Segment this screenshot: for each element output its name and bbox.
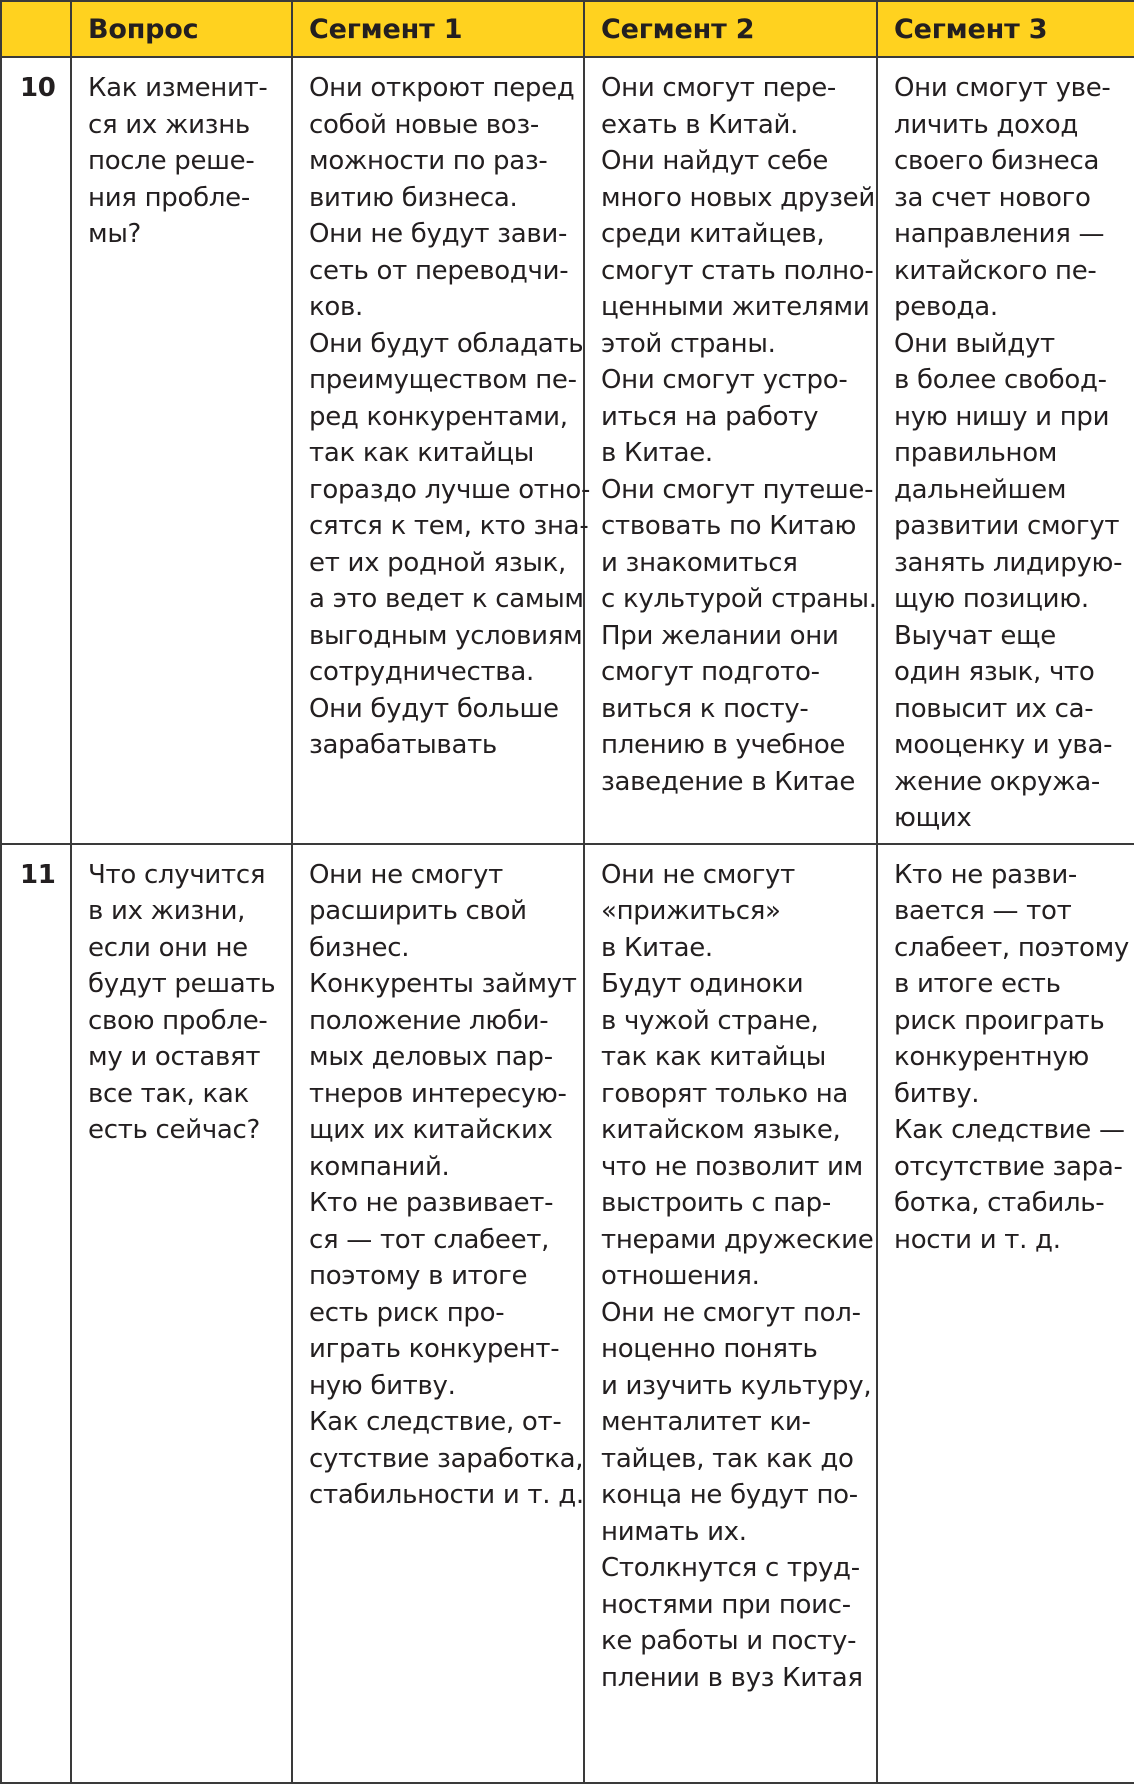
cell-text-line: Как следствие, от- [309,1407,562,1437]
cell-text-line: жение окружа- [894,766,1100,797]
question-cell [71,844,292,1783]
cell-text-line: есть сейчас? [88,1115,261,1145]
header-question: Вопрос [71,1,292,57]
cell-text-line: Они выйдут [894,328,1055,359]
cell-text-line: мы? [88,219,142,249]
cell-text-line: ствовать по Китаю [601,511,857,541]
cell-text-line: гораздо лучше отно- [309,474,591,505]
cell-text-line: отсутствие зара- [894,1151,1123,1182]
cell-text-line: Кто не разви- [894,859,1078,890]
cell-text-line: если они не [88,932,248,963]
segment-1-cell [292,844,584,1783]
cell-text-line: все так, как [88,1078,249,1109]
cell-text-line: ную битву. [309,1370,456,1401]
cell-text-line: щую позицию. [894,584,1089,614]
segment-2-cell [584,844,877,1783]
cell-text-line: Они будут обладать [309,328,584,359]
cell-text-line: тнерами дружеские [601,1224,874,1255]
cell-text-line: нимать их. [601,1516,747,1547]
cell-text-line: витию бизнеса. [309,182,518,213]
cell-text-line: своего бизнеса [894,146,1100,176]
cell-text-line: мых деловых пар- [309,1042,553,1072]
cell-text-line: стабильности и т. д. [309,1480,584,1510]
cell-text-line: личить доход [894,109,1079,140]
cell-text-line: Как изменит- [88,73,268,103]
cell-text-line: Они смогут уве- [894,73,1111,103]
segment-1-cell [292,57,591,844]
cell-text-line: Они не будут зави- [309,219,568,249]
cell-text-line: ся их жизнь [88,109,250,140]
cell-text-line: выгодным условиям [309,620,583,651]
cell-text-line: ред конкурентами, [309,401,568,432]
cell-text-line: плению в учебное [601,730,846,760]
cell-text-line: есть риск про- [309,1297,505,1328]
cell-text-line: му и оставят [88,1042,261,1072]
cell-text-line: ности и т. д. [894,1224,1061,1255]
cell-text-line: так как китайцы [601,1042,826,1072]
cell-text-line: При желании они [601,620,839,651]
cell-text-line: конкурентную [894,1042,1090,1072]
cell-text-line: ке работы и посту- [601,1626,857,1656]
cell-text-line: «прижиться» [601,896,781,926]
cell-text-line: ревода. [894,292,998,322]
cell-text-line: иться на работу [601,401,819,432]
cell-text-line: конца не будут по- [601,1480,858,1510]
cell-text-line: тайцев, так как до [601,1443,854,1474]
cell-text-line: Они смогут пере- [601,73,836,103]
cell-text-line: ценными жителями [601,292,870,322]
cell-text-line: ся — тот слабеет, [309,1224,550,1255]
cell-text-line: много новых друзей [601,182,875,213]
cell-text-line: плении в вуз Китая [601,1662,863,1693]
cell-text-line: в их жизни, [88,896,246,926]
row-number: 11 [1,844,71,1783]
table-row [1,844,1134,1783]
cell-text-line: Они смогут устро- [601,365,848,395]
cell-text-line: смогут подгото- [601,657,820,687]
cell-text-line: Как следствие — [894,1115,1125,1145]
cell-text-line: Кто не развивает- [309,1188,554,1218]
cell-text-line: щих их китайских [309,1115,553,1145]
cell-text-line: тнеров интересую- [309,1078,567,1109]
header-segment-3: Сегмент 3 [877,1,1134,57]
cell-text-line: ностями при поис- [601,1589,851,1620]
segment-3-cell [877,57,1134,844]
cell-text-line: заведение в Китае [601,766,856,797]
cell-text-line: Они не смогут [309,859,503,890]
cell-text-line: играть конкурент- [309,1334,560,1364]
cell-text-line: среди китайцев, [601,219,825,249]
cell-text-line: поэтому в итоге [309,1261,528,1291]
cell-text-line: бизнес. [309,932,410,963]
segment-2-cell [584,57,877,844]
segment-3-cell [877,844,1134,1783]
cell-text-line: Они найдут себе [601,146,829,176]
cell-text-line: ную нишу и при [894,401,1110,432]
cell-text-line: в Китае. [601,438,713,468]
cell-text-line: занять лидирую- [894,547,1123,578]
cell-text-line: положение люби- [309,1005,549,1036]
cell-text-line: Что случится [88,859,266,890]
cell-text-line: китайском языке, [601,1115,841,1145]
cell-text-line: можности по раз- [309,146,548,176]
cell-text-line: развитии смогут [894,511,1120,541]
cell-text-line: Они откроют перед [309,73,575,103]
header-segment-1: Сегмент 1 [292,1,584,57]
cell-text-line: менталитет ки- [601,1407,811,1437]
cell-text-line: и знакомиться [601,547,798,578]
cell-text-line: преимуществом пе- [309,365,577,395]
cell-text-line: Столкнутся с труд- [601,1553,860,1583]
table-row [1,57,1134,844]
question-cell [71,57,292,844]
cell-text-line: виться к посту- [601,693,809,724]
cell-text-line: что не позволит им [601,1151,863,1182]
cell-text-line: с культурой страны. [601,584,877,614]
cell-text-line: Конкуренты займут [309,969,577,999]
cell-text-line: а это ведет к самым [309,584,584,614]
table-body [1,57,1134,1783]
cell-text-line: сотрудничества. [309,657,534,687]
cell-text-line: вается — тот [894,896,1072,926]
cell-text-line: слабеет, поэтому [894,932,1129,963]
cell-text-line: правильном [894,438,1058,468]
cell-text-line: повысит их са- [894,693,1094,724]
cell-text-line: выстроить с пар- [601,1188,831,1218]
cell-text-line: говорят только на [601,1078,849,1109]
cell-text-line: Они не смогут пол- [601,1297,861,1328]
cell-text-line: так как китайцы [309,438,534,468]
cell-text-line: зарабатывать [309,730,497,760]
cell-text-line: ков. [309,292,363,322]
cell-text-line: этой страны. [601,328,776,359]
cell-text-line: компаний. [309,1151,450,1182]
cell-text-line: будут решать [88,969,276,999]
cell-text-line: Они смогут путеше- [601,474,874,505]
cell-text-line: Они не смогут [601,859,795,890]
cell-text-line: сятся к тем, кто зна- [309,511,589,541]
cell-text-line: собой новые воз- [309,109,539,140]
cell-text-line: битву. [894,1078,980,1109]
cell-text-line: смогут стать полно- [601,255,874,286]
cell-text-line: сеть от переводчи- [309,255,569,286]
cell-text-line: ботка, стабиль- [894,1188,1105,1218]
row-number: 10 [1,57,71,844]
cell-text-line: ехать в Китай. [601,109,799,140]
cell-text-line: в чужой стране, [601,1005,819,1036]
cell-text-line: в Китае. [601,932,713,963]
cell-text-line: в итоге есть [894,969,1061,999]
header-number [1,1,71,57]
cell-text-line: отношения. [601,1261,760,1291]
cell-text-line: Выучат еще [894,620,1056,651]
cell-text-line: один язык, что [894,657,1095,687]
cell-text-line: в более свобод- [894,365,1107,395]
cell-text-line: дальнейшем [894,474,1067,505]
cell-text-line: расширить свой [309,896,527,926]
header-segment-2: Сегмент 2 [584,1,877,57]
cell-text-line: ющих [894,803,972,833]
cell-text-line: направления — [894,219,1105,249]
cell-text-line: сутствие заработка, [309,1443,584,1474]
cell-text-line: китайского пе- [894,255,1097,286]
cell-text-line: ния пробле- [88,182,250,213]
cell-text-line: и изучить культуру, [601,1370,872,1401]
cell-text-line: свою пробле- [88,1005,268,1036]
cell-text-line: ноценно понять [601,1334,818,1364]
header-row [1,1,1134,57]
cell-text-line: ет их родной язык, [309,547,566,578]
cell-text-line: риск проиграть [894,1005,1105,1036]
table-header [1,1,1134,57]
cell-text-line: Они будут больше [309,693,559,724]
cell-text-line: мооценку и ува- [894,730,1113,760]
cell-text-line: после реше- [88,146,255,176]
cell-text-line: Будут одиноки [601,969,804,999]
cell-text-line: за счет нового [894,182,1091,213]
